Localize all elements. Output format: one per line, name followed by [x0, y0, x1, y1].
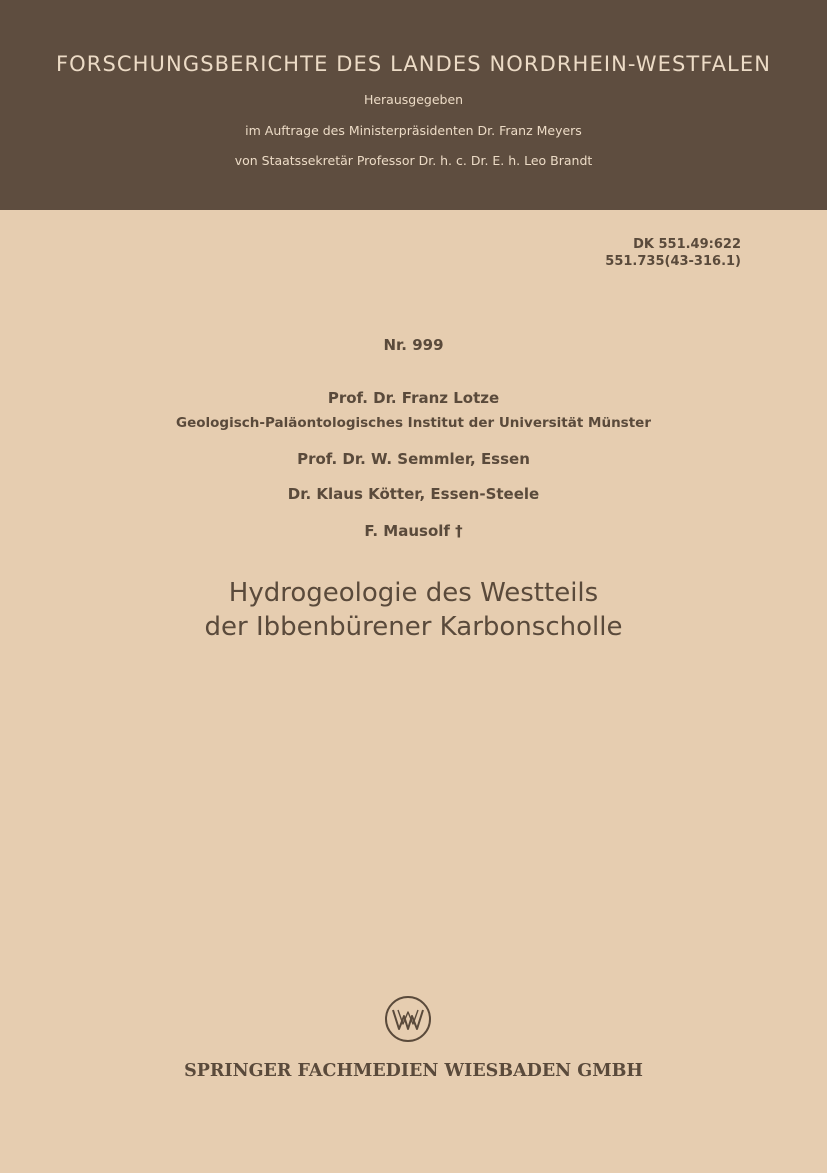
dk-line-1: DK 551.49:622 — [633, 237, 741, 252]
editor-line-1: Herausgegeben — [363, 92, 464, 107]
editor-line-3: von Staatssekretär Professor Dr. h. c. Dr. E. h. Leo Brandt — [234, 153, 593, 168]
report-number: Nr. 999 — [383, 336, 444, 354]
series-title: FORSCHUNGSBERICHTE DES LANDES NORDRHEIN-WESTFALEN — [55, 52, 772, 76]
classification-code — [605, 236, 741, 270]
title-line-2: der Ibbenbürener Karbonscholle — [204, 612, 623, 642]
author-1: Prof. Dr. Franz Lotze — [327, 389, 500, 407]
author-3: Dr. Klaus Kötter, Essen-Steele — [287, 485, 540, 503]
author-2: Prof. Dr. W. Semmler, Essen — [297, 450, 530, 468]
publisher-name: SPRINGER FACHMEDIEN WIESBADEN GMBH — [184, 1061, 643, 1081]
author-1-institute: Geologisch-Paläontologisches Institut der Universität Münster — [176, 415, 651, 431]
publisher-logo-icon — [384, 995, 432, 1043]
book-title — [0, 576, 827, 644]
title-line-1: Hydrogeologie des Westteils — [228, 578, 599, 608]
header-band — [0, 0, 827, 210]
dk-line-2: 551.735(43-316.1) — [605, 254, 741, 269]
editor-line-2: im Auftrage des Ministerpräsidenten Dr. Franz Meyers — [245, 123, 582, 138]
author-4: F. Mausolf † — [364, 522, 463, 540]
